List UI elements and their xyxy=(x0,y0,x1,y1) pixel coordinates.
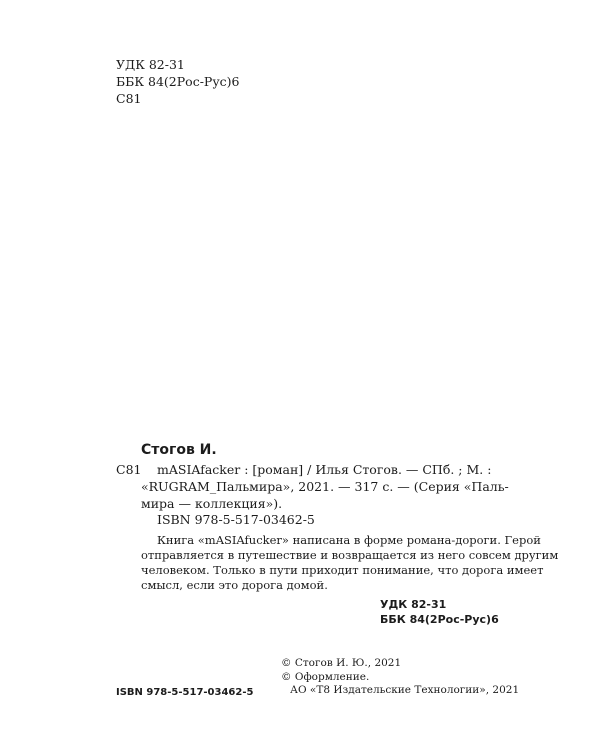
bbk-code: ББК 84(2Рос-Рус)6 xyxy=(116,74,240,89)
catalog-isbn: ISBN 978-5-517-03462-5 xyxy=(157,512,315,527)
description-line: «RUGRAM_Пальмира», 2021. — 317 с. — (Серия «Паль- xyxy=(141,479,509,494)
classification-codes-top xyxy=(116,56,240,107)
bbk-code-right: ББК 84(2Рос-Рус)6 xyxy=(380,613,499,626)
catalog-description xyxy=(141,461,509,512)
udk-code: УДК 82-31 xyxy=(116,57,185,72)
copyright-block xyxy=(281,657,519,698)
udk-code-right: УДК 82-31 xyxy=(380,598,447,611)
catalog-author-mark: С81 xyxy=(116,462,142,477)
annotation-line: отправляется в путешествие и возвращается из него совсем другим xyxy=(141,548,559,562)
annotation xyxy=(141,533,559,593)
author-mark: С81 xyxy=(116,91,142,106)
annotation-line: смысл, если это дорога домой. xyxy=(141,578,328,592)
annotation-line: Книга «mASIAfucker» написана в форме романа-дороги. Герой xyxy=(157,533,541,547)
footer-isbn: ISBN 978-5-517-03462-5 xyxy=(116,687,254,698)
description-line: mASIAfacker : [роман] / Илья Стогов. — СПб. ; М. : xyxy=(157,462,492,477)
description-line: мира — коллекция»). xyxy=(141,496,283,511)
catalog-author: Стогов И. xyxy=(141,442,217,458)
copyright-design: © Оформление. xyxy=(281,670,370,683)
copyright-author: © Стогов И. Ю., 2021 xyxy=(281,657,402,669)
classification-codes-right xyxy=(380,597,499,627)
copyright-publisher: АО «Т8 Издательские Технологии», 2021 xyxy=(290,684,520,696)
annotation-line: человеком. Только в пути приходит понимание, что дорога имеет xyxy=(141,563,544,577)
